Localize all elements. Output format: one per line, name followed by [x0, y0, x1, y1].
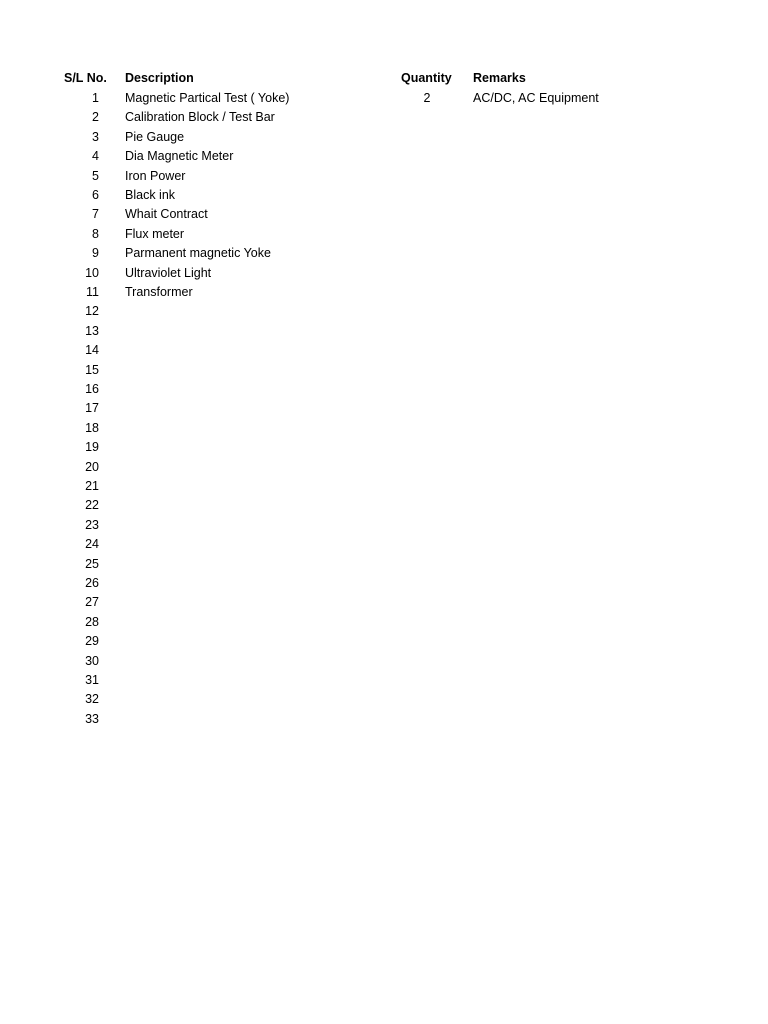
- table-row: [0, 147, 768, 166]
- sl-number-cell: 27: [85, 595, 99, 610]
- quantity-cell: [401, 225, 453, 244]
- quantity-cell: [401, 302, 453, 321]
- quantity-cell: [401, 613, 453, 632]
- quantity-cell: [401, 147, 453, 166]
- table-row: [0, 496, 768, 515]
- quantity-cell: [401, 322, 453, 341]
- quantity-cell: [401, 671, 453, 690]
- table-row: [0, 593, 768, 612]
- sl-number-cell: 23: [85, 517, 99, 532]
- table-row: [0, 710, 768, 729]
- header-description: Description: [125, 71, 194, 85]
- description-cell: Magnetic Partical Test ( Yoke): [125, 91, 290, 105]
- table-row: [0, 341, 768, 360]
- quantity-cell: [401, 341, 453, 360]
- table-row: [0, 108, 768, 127]
- sl-number-cell: 14: [85, 343, 99, 358]
- quantity-cell: [401, 652, 453, 671]
- description-cell: Iron Power: [125, 168, 186, 183]
- quantity-cell: [401, 167, 453, 186]
- quantity-cell: [401, 632, 453, 651]
- sl-number-cell: 31: [85, 673, 99, 687]
- quantity-cell: [401, 205, 453, 224]
- table-row: [0, 302, 768, 321]
- sl-number-cell: 20: [85, 459, 99, 474]
- description-cell: Dia Magnetic Meter: [125, 149, 234, 164]
- sl-number-cell: 8: [92, 226, 99, 241]
- header-sl-no: S/L No.: [64, 71, 107, 85]
- quantity-cell: [401, 710, 453, 729]
- table-row: [0, 516, 768, 535]
- sl-number-cell: 18: [85, 420, 99, 435]
- table-row: [0, 419, 768, 438]
- sl-number-cell: 11: [86, 285, 99, 299]
- sl-number-cell: 26: [85, 576, 99, 590]
- quantity-cell: [401, 186, 453, 205]
- sl-number-cell: 22: [85, 498, 99, 513]
- sl-number-cell: 12: [85, 304, 99, 319]
- table-row: [0, 632, 768, 651]
- sl-number-cell: 16: [85, 382, 99, 396]
- table-row: [0, 186, 768, 205]
- description-cell: Calibration Block / Test Bar: [125, 110, 275, 125]
- quantity-cell: [401, 361, 453, 380]
- table-row: [0, 574, 768, 593]
- description-cell: Pie Gauge: [125, 129, 185, 144]
- table-row: [0, 613, 768, 632]
- table-row: [0, 380, 768, 399]
- table-row: [0, 167, 768, 186]
- quantity-cell: [401, 380, 453, 399]
- table-row: [0, 283, 768, 302]
- sl-number-cell: 30: [85, 653, 99, 668]
- description-cell: Black ink: [125, 188, 176, 202]
- sl-number-cell: 10: [85, 265, 99, 280]
- remarks-cell: AC/DC, AC Equipment: [473, 91, 599, 105]
- table-row: [0, 89, 768, 108]
- quantity-cell: 2: [423, 91, 431, 105]
- table-row: [0, 205, 768, 224]
- sl-number-cell: 19: [85, 440, 99, 455]
- quantity-cell: [401, 535, 453, 554]
- sl-number-cell: 1: [92, 91, 99, 105]
- sl-number-cell: 17: [85, 401, 99, 416]
- sl-number-cell: 9: [92, 246, 99, 261]
- sl-number-cell: 5: [92, 168, 99, 183]
- description-cell: Flux meter: [125, 226, 185, 241]
- sl-number-cell: 6: [92, 188, 99, 202]
- quantity-cell: [401, 516, 453, 535]
- sl-number-cell: 2: [92, 110, 99, 125]
- header-quantity: Quantity: [401, 71, 452, 85]
- sl-number-cell: 32: [85, 692, 99, 707]
- quantity-cell: [401, 555, 453, 574]
- table-row: [0, 399, 768, 418]
- quantity-cell: [401, 244, 453, 263]
- sl-number-cell: 25: [85, 556, 99, 571]
- quantity-cell: [401, 477, 453, 496]
- quantity-cell: [401, 690, 453, 709]
- table-row: [0, 458, 768, 477]
- table-row: [0, 555, 768, 574]
- table-header-row: [0, 69, 768, 88]
- table-row: [0, 322, 768, 341]
- sl-number-cell: 28: [85, 614, 99, 629]
- quantity-cell: [401, 438, 453, 457]
- sl-number-cell: 33: [85, 711, 99, 726]
- quantity-cell: [401, 574, 453, 593]
- sl-number-cell: 15: [85, 362, 99, 377]
- sl-number-cell: 24: [85, 537, 99, 552]
- quantity-cell: [401, 496, 453, 515]
- quantity-cell: [401, 458, 453, 477]
- header-remarks: Remarks: [473, 71, 526, 85]
- table-row: [0, 652, 768, 671]
- sl-number-cell: 29: [85, 634, 99, 649]
- sl-number-cell: 7: [92, 207, 99, 222]
- table-row: [0, 477, 768, 496]
- table-row: [0, 244, 768, 263]
- quantity-cell: [401, 108, 453, 127]
- sl-number-cell: 13: [85, 323, 99, 338]
- table-row: [0, 128, 768, 147]
- quantity-cell: [401, 593, 453, 612]
- quantity-cell: [401, 283, 453, 302]
- description-cell: Ultraviolet Light: [125, 265, 212, 280]
- table-row: [0, 264, 768, 283]
- description-cell: Parmanent magnetic Yoke: [125, 246, 271, 261]
- quantity-cell: [401, 419, 453, 438]
- table-row: [0, 671, 768, 690]
- sl-number-cell: 4: [92, 149, 99, 164]
- description-cell: Transformer: [125, 285, 193, 299]
- sl-number-cell: 21: [85, 479, 99, 493]
- quantity-cell: [401, 399, 453, 418]
- sl-number-cell: 3: [92, 129, 99, 144]
- table-row: [0, 690, 768, 709]
- table-row: [0, 438, 768, 457]
- quantity-cell: [401, 264, 453, 283]
- table-row: [0, 535, 768, 554]
- description-cell: Whait Contract: [125, 207, 208, 222]
- table-row: [0, 361, 768, 380]
- table-row: [0, 225, 768, 244]
- quantity-cell: [401, 128, 453, 147]
